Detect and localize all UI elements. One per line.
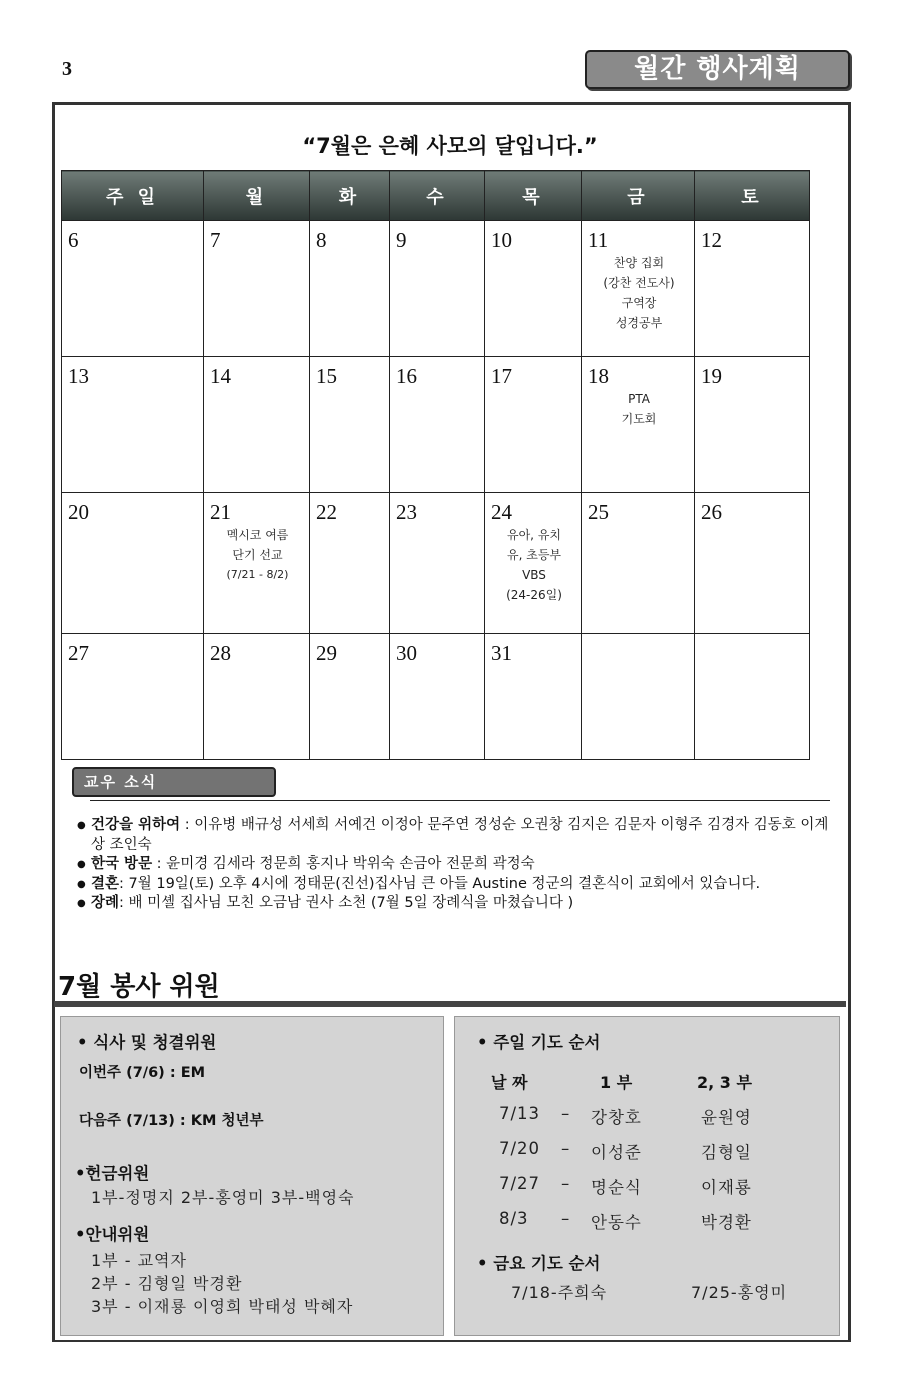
calendar-week-row [62, 357, 810, 493]
col-first-service-header: 1 부 [600, 1073, 633, 1092]
calendar-day-cell [582, 634, 695, 760]
prayer-panel [454, 1016, 840, 1336]
event-line: 유, 초등부 [507, 548, 561, 562]
news-item-label: 결혼 [91, 875, 120, 892]
event-line: (24-26일) [506, 588, 562, 602]
calendar-day-cell [582, 357, 695, 493]
weekday-mon: 월 [204, 171, 310, 221]
day-number: 24 [491, 500, 512, 524]
rota-dash: – [561, 1174, 571, 1193]
event-line: 구역장 [621, 296, 657, 310]
day-number: 31 [491, 641, 512, 665]
calendar-week-row [62, 221, 810, 357]
day-number: 29 [316, 641, 337, 665]
day-number: 19 [701, 364, 722, 388]
day-number: 27 [68, 641, 89, 665]
friday-prayer-entry: 7/25-홍영미 [691, 1283, 788, 1302]
calendar-day-cell [310, 634, 390, 760]
rota-dash: – [561, 1209, 571, 1228]
rota-first-service: 명순식 [591, 1178, 642, 1197]
event-line: VBS [522, 568, 546, 582]
calendar-week-row [62, 634, 810, 760]
day-number: 7 [210, 228, 221, 252]
day-number: 28 [210, 641, 231, 665]
this-week-duty: 이번주 (7/6) : EM [79, 1065, 206, 1081]
calendar-day-cell [62, 634, 204, 760]
news-item-text: : 배 미셸 집사님 모친 오금남 권사 소천 (7월 5일 장례식을 마쳤습니다 ) [119, 895, 574, 911]
calendar-day-cell [695, 357, 810, 493]
calendar-day-cell [204, 634, 310, 760]
event-line: 유아, 유치 [507, 528, 561, 542]
calendar-day-cell [485, 221, 582, 357]
event-line: 단기 선교 [232, 548, 283, 562]
rota-second-third-service: 이재룡 [701, 1178, 752, 1197]
calendar-day-cell [390, 357, 485, 493]
rota-second-third-service: 박경환 [701, 1213, 752, 1232]
calendar-day-cell [62, 357, 204, 493]
news-item [77, 816, 837, 855]
day-number: 23 [396, 500, 417, 524]
usher-line: 2부 - 김형일 박경환 [91, 1274, 243, 1293]
service-section-title: 7월 봉사 위원 [58, 972, 220, 1002]
offering-members: 1부-정명지 2부-홍영미 3부-백영숙 [91, 1188, 355, 1207]
day-number: 8 [316, 228, 327, 252]
day-number: 22 [316, 500, 337, 524]
rota-second-third-service: 윤원영 [701, 1108, 752, 1127]
rota-dash: – [561, 1139, 571, 1158]
page-number: 3 [62, 58, 72, 80]
calendar-day-cell [695, 493, 810, 634]
news-divider [90, 800, 830, 801]
day-number: 25 [588, 500, 609, 524]
day-number: 14 [210, 364, 231, 388]
rota-second-third-service: 김형일 [701, 1143, 752, 1162]
rota-date: 7/27 [499, 1174, 541, 1193]
rota-dash: – [561, 1104, 571, 1123]
rota-first-service: 안동수 [591, 1213, 642, 1232]
sunday-prayer-heading: • 주일 기도 순서 [477, 1033, 601, 1052]
weekday-sat: 토 [695, 171, 810, 221]
rota-date: 7/20 [499, 1139, 541, 1158]
weekday-wed: 수 [390, 171, 485, 221]
event-line: (강찬 전도사) [603, 276, 675, 290]
calendar-day-cell [582, 221, 695, 357]
news-item-text: : 윤미경 김세라 정문희 홍지나 박위숙 손금아 전문희 곽정숙 [152, 856, 535, 872]
news-list [77, 816, 837, 914]
rota-date: 7/13 [499, 1104, 541, 1123]
weekday-sun: 주 일 [62, 171, 204, 221]
calendar-day-cell [310, 221, 390, 357]
usher-heading: •안내위원 [75, 1225, 150, 1244]
rota-date: 8/3 [499, 1209, 529, 1228]
friday-prayer-heading: • 금요 기도 순서 [477, 1254, 601, 1273]
col-date-header: 날 짜 [491, 1073, 528, 1092]
usher-line: 3부 - 이재룡 이영희 박태성 박혜자 [91, 1297, 354, 1316]
day-number: 18 [588, 364, 609, 388]
cleaning-heading: • 식사 및 청결위원 [77, 1033, 217, 1052]
weekday-tue: 화 [310, 171, 390, 221]
event-line: 멕시코 여름 [226, 528, 289, 542]
calendar-day-cell [390, 634, 485, 760]
day-number: 20 [68, 500, 89, 524]
day-number: 17 [491, 364, 512, 388]
calendar-week-row [62, 493, 810, 634]
calendar-day-cell [485, 493, 582, 634]
calendar-day-cell [390, 221, 485, 357]
calendar-day-cell [310, 493, 390, 634]
calendar-day-cell [582, 493, 695, 634]
day-number: 13 [68, 364, 89, 388]
event-line: 성경공부 [615, 316, 663, 330]
section-header: 월간 행사계획 [585, 50, 850, 89]
day-number: 15 [316, 364, 337, 388]
calendar-day-cell [485, 357, 582, 493]
col-second-third-header: 2, 3 부 [697, 1073, 752, 1092]
news-item-label: 한국 방문 [91, 856, 153, 872]
event-line: (7/21 - 8/2) [226, 568, 289, 581]
calendar-day-cell [390, 493, 485, 634]
friday-prayer-entry: 7/18-주희숙 [511, 1283, 608, 1302]
news-item [77, 855, 837, 875]
news-item-text: : 7월 19일(토) 오후 4시에 정태문(진선)집사님 큰 아들 Austine 정군의 결혼식이 교회에서 있습니다. [119, 875, 761, 892]
news-item-label: 건강을 위하여 [91, 817, 181, 833]
calendar-day-cell [204, 221, 310, 357]
calendar-day-cell [485, 634, 582, 760]
day-number: 10 [491, 228, 512, 252]
calendar-day-cell [62, 493, 204, 634]
offering-heading: •헌금위원 [75, 1164, 150, 1183]
rota-first-service: 강창호 [591, 1108, 642, 1127]
event-line: 기도회 [621, 412, 657, 426]
event-line: PTA [628, 392, 650, 406]
calendar-day-cell [204, 493, 310, 634]
month-theme-headline: “7월은 은혜 사모의 달입니다.” [302, 134, 598, 158]
news-item [77, 894, 837, 914]
usher-line: 1부 - 교역자 [91, 1251, 187, 1270]
calendar-day-cell [695, 221, 810, 357]
volunteer-panel [60, 1016, 444, 1336]
news-tab: 교우 소식 [72, 767, 276, 797]
news-item [77, 875, 837, 895]
day-number: 11 [588, 228, 609, 252]
monthly-calendar [61, 170, 810, 760]
day-number: 26 [701, 500, 722, 524]
day-number: 6 [68, 228, 79, 252]
calendar-day-cell [695, 634, 810, 760]
day-number: 12 [701, 228, 722, 252]
next-week-duty: 다음주 (7/13) : KM 청년부 [79, 1113, 264, 1129]
rota-first-service: 이성준 [591, 1143, 642, 1162]
service-divider [54, 1001, 846, 1007]
calendar-day-cell [310, 357, 390, 493]
event-line: 찬양 집회 [613, 256, 665, 270]
calendar-day-cell [62, 221, 204, 357]
weekday-thu: 목 [485, 171, 582, 221]
weekday-fri: 금 [582, 171, 695, 221]
day-number: 16 [396, 364, 417, 388]
calendar-day-cell [204, 357, 310, 493]
day-number: 21 [210, 500, 231, 524]
day-number: 30 [396, 641, 417, 665]
news-item-text: : 이유병 배규성 서세희 서예건 이정아 문주연 정성순 오권창 김지은 김문자 이형주 김경자 김동호 이계상 조인숙 [91, 817, 829, 853]
day-number: 9 [396, 228, 407, 252]
news-item-label: 장례 [91, 895, 120, 911]
